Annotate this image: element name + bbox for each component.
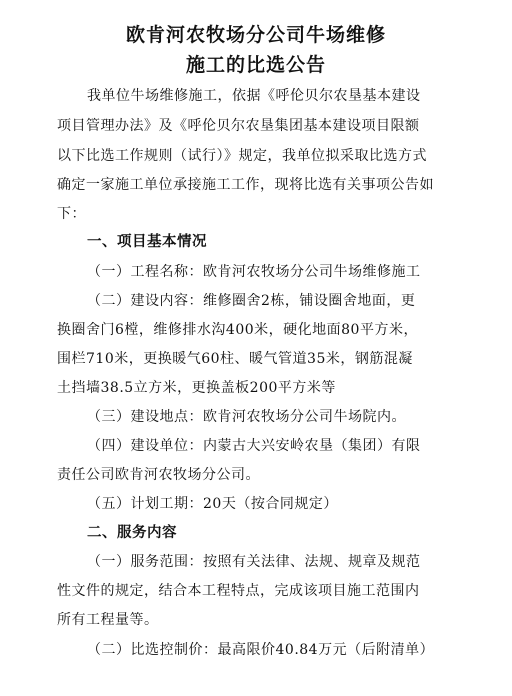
item-construction-unit-line: （四）建设单位：内蒙古大兴安岭农垦（集团）有限 <box>87 438 421 454</box>
service-scope-line: 性文件的规定，结合本工程特点，完成该项目施工范围内 <box>57 583 420 599</box>
section-heading-project-info: 一、项目基本情况 <box>87 234 207 250</box>
item-planned-duration: （五）计划工期：20天（按合同规定） <box>87 496 338 512</box>
item-construction-unit-line: 责任公司欧肯河农牧场分公司。 <box>57 467 260 483</box>
service-scope-line: 所有工程量等。 <box>57 612 159 628</box>
item-construction-site: （三）建设地点：欧肯河农牧场分公司牛场院内。 <box>87 409 406 425</box>
item-project-name: （一）工程名称：欧肯河农牧场分公司牛场维修施工 <box>87 264 421 280</box>
intro-paragraph-line: 下： <box>57 206 86 222</box>
service-control-price: （二）比选控制价：最高限价40.84万元（后附清单） <box>87 642 435 658</box>
item-construction-content-line: 换圈舍门6樘，维修排水沟400米，硬化地面80平方米， <box>57 322 418 338</box>
intro-paragraph-line: 项目管理办法》及《呼伦贝尔农垦集团基本建设项目限额 <box>57 118 420 134</box>
intro-paragraph-line: 确定一家施工单位承接施工工作，现将比选有关事项公告如 <box>57 177 434 193</box>
service-scope-line: （一）服务范围：按照有关法律、法规、规章及规范 <box>87 554 421 570</box>
item-construction-content-line: 土挡墙38.5立方米，更换盖板200平方米等 <box>57 380 336 396</box>
intro-paragraph-line: 以下比选工作规则（试行）》规定，我单位拟采取比选方式 <box>57 148 427 164</box>
document-title-line-1: 欧肯河农牧场分公司牛场维修 <box>125 24 386 46</box>
document-title-line-2: 施工的比选公告 <box>185 54 326 76</box>
intro-paragraph-line: 我单位牛场维修施工，依据《呼伦贝尔农垦基本建设 <box>87 88 421 104</box>
item-construction-content-line: 围栏710米，更换暖气60柱、暖气管道35米，钢筋混凝 <box>57 351 413 367</box>
section-heading-service-content: 二、服务内容 <box>87 525 177 541</box>
item-construction-content-line: （二）建设内容：维修圈舍2栋，铺设圈舍地面，更 <box>87 293 416 309</box>
